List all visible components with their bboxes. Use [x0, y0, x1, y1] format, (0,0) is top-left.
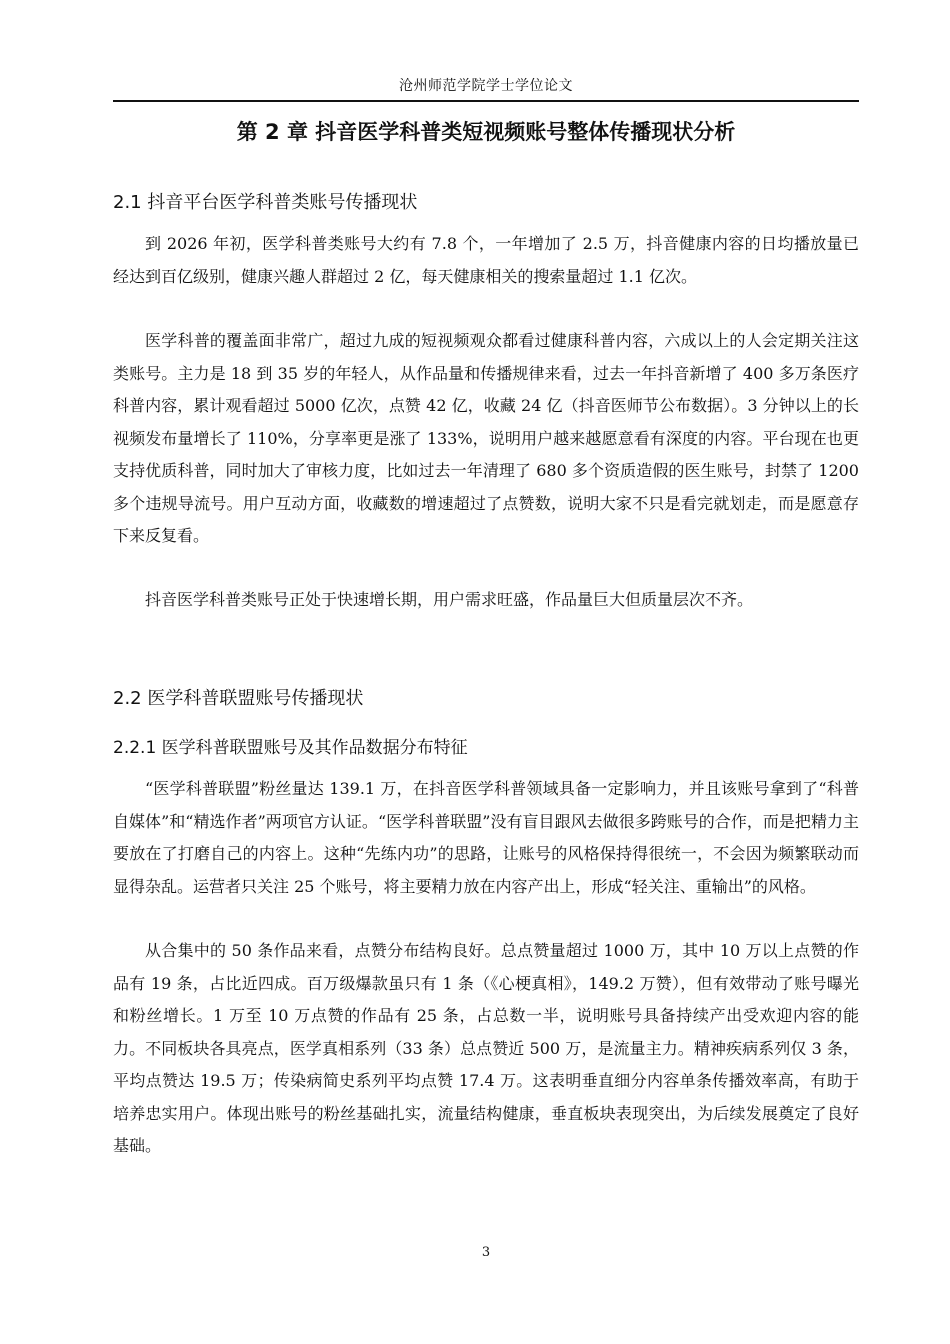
section-heading-2-1: 2.1 抖音平台医学科普类账号传播现状	[113, 192, 418, 213]
chapter-title: 第 2 章 抖音医学科普类短视频账号整体传播现状分析	[236, 120, 736, 144]
paragraph: 从合集中的 50 条作品来看，点赞分布结构良好。总点赞量超过 1000 万，其中 10 万以上点赞的作品有 19 条，占比近四成。百万级爆款虽只有 1 条（《心梗真相》，149.2 万赞），但有效带动了账号曝光和粉丝增长。1 万至 10 万点赞的作品有 25 条，占总数一半，说明账号具备持续产出受欢迎内容的能力。不同板块各具亮点，医学真相系列（33 条）总点赞近 500 万，是流量主力。精神疾病系列仅 3 条，平均点赞达 19.5 万；传染病简史系列平均点赞 17.4 万。这表明垂直细分内容单条传播效率高，有助于培养忠实用户。体现出账号的粉丝基础扎实，流量结构健康，垂直板块表现突出，为后续发展奠定了良好基础。	[113, 941, 859, 1155]
paragraph: 到 2026 年初，医学科普类账号大约有 7.8 个，一年增加了 2.5 万，抖音健康内容的日均播放量已经达到百亿级别，健康兴趣人群超过 2 亿，每天健康相关的搜索量超过 1.1 亿次。	[113, 234, 859, 286]
header-rule	[113, 100, 859, 102]
paragraph: 医学科普的覆盖面非常广，超过九成的短视频观众都看过健康科普内容，六成以上的人会定期关注这类账号。主力是 18 到 35 岁的年轻人，从作品量和传播规律来看，过去一年抖音新增了 400 多万条医疗科普内容，累计观看超过 5000 亿次，点赞 42 亿，收藏 24 亿（抖音医师节公布数据）。3 分钟以上的长视频发布量增长了 110%，分享率更是涨了 133%，说明用户越来越愿意看有深度的内容。平台现在也更支持优质科普，同时加大了审核力度，比如过去一年清理了 680 多个资质造假的医生账号，封禁了 1200 多个违规导流号。用户互动方面，收藏数的增速超过了点赞数，说明大家不只是看完就划走，而是愿意存下来反复看。	[113, 331, 859, 545]
subsection-heading-2-2-1: 2.2.1 医学科普联盟账号及其作品数据分布特征	[113, 738, 468, 758]
paragraph: “医学科普联盟”粉丝量达 139.1 万，在抖音医学科普领域具备一定影响力，并且该账号拿到了“科普自媒体”和“精选作者”两项官方认证。“医学科普联盟”没有盲目跟风去做很多跨账号的合作，而是把精力主要放在了打磨自己的内容上。这种“先练内功”的思路，让账号的风格保持得很统一，不会因为频繁联动而显得杂乱。运营者只关注 25 个账号，将主要精力放在内容产出上，形成“轻关注、重输出”的风格。	[113, 779, 859, 896]
page-number: 3	[481, 1245, 491, 1260]
section-heading-2-2: 2.2 医学科普联盟账号传播现状	[113, 688, 364, 709]
paragraph: 抖音医学科普类账号正处于快速增长期，用户需求旺盛，作品量巨大但质量层次不齐。	[145, 590, 754, 609]
running-header: 沧州师范学院学士学位论文	[399, 78, 573, 94]
